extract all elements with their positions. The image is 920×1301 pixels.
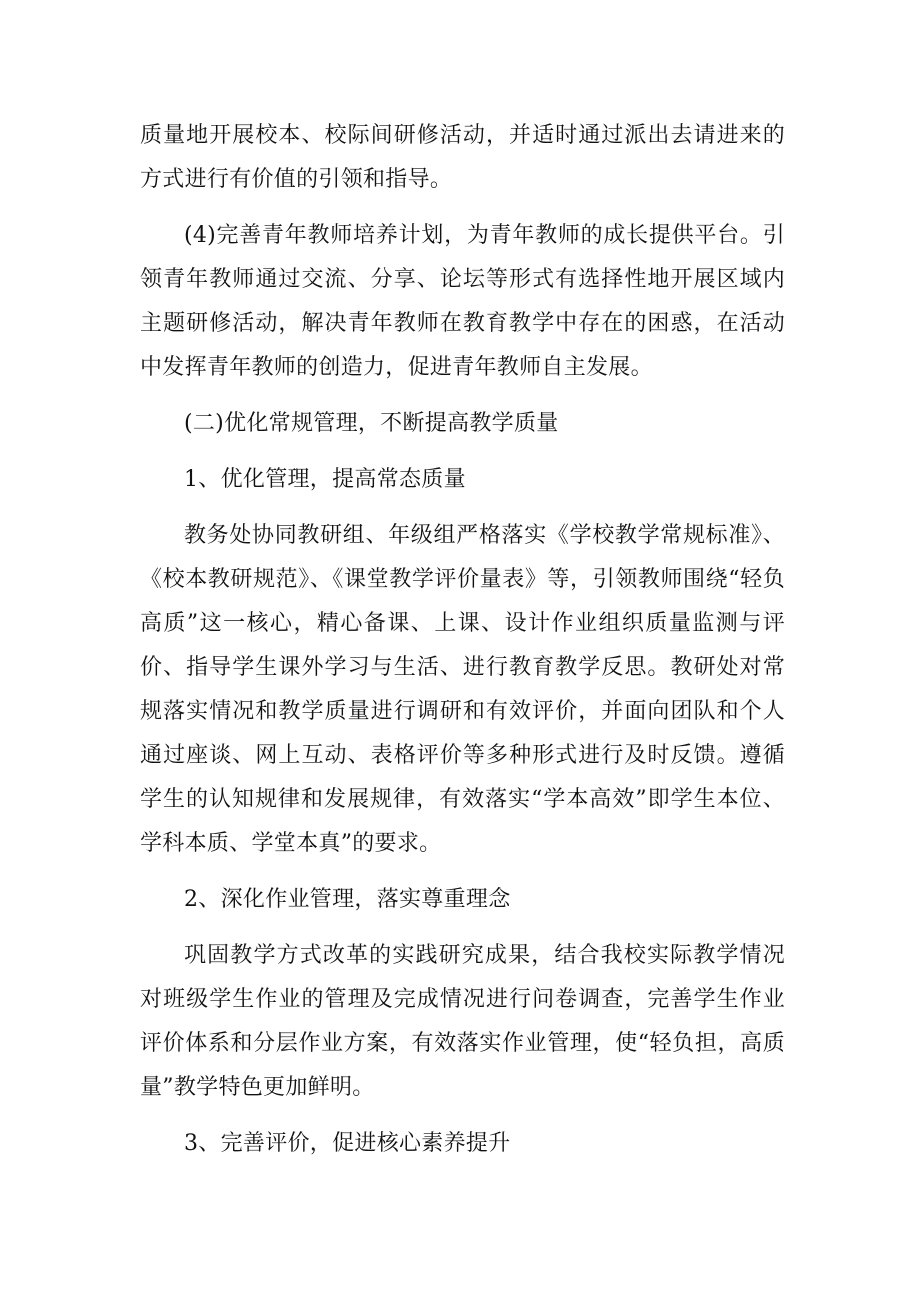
document-body (140, 114, 785, 1178)
subheading-homework-management: 2、深化作业管理，落实尊重理念 (184, 887, 511, 912)
subheading-optimize-management: 1、优化管理，提高常态质量 (184, 467, 466, 492)
paragraph-continuation: 质量地开展校本、校际间研修活动，并适时通过派出去请进来的方式进行有价值的引领和指导。 (140, 123, 785, 192)
paragraph-young-teachers: (4)完善青年教师培养计划，为青年教师的成长提供平台。引领青年教师通过交流、分享、论坛等形式有选择性地开展区域内主题研修活动，解决青年教师在教育教学中存在的困惑，在活动中发挥青年教师的创造力，促进青年教师自主发展。 (140, 223, 785, 380)
subheading-evaluation: 3、完善评价，促进核心素养提升 (184, 1131, 511, 1156)
paragraph-homework-reform: 巩固教学方式改革的实践研究成果，结合我校实际教学情况对班级学生作业的管理及完成情况进行问卷调查，完善学生作业评价体系和分层作业方案，有效落实作业管理，使“轻负担，高质量”教学特色更加鲜明。 (140, 943, 785, 1100)
section-heading-routine-management: (二)优化常规管理，不断提高教学质量 (184, 411, 559, 436)
paragraph-academic-affairs: 教务处协同教研组、年级组严格落实《学校教学常规标准》、《校本教研规范》、《课堂教学评价量表》等，引领教师围绕“轻负高质”这一核心，精心备课、上课、设计作业组织质量监测与评价、指导学生课外学习与生活、进行教育教学反思。教研处对常规落实情况和教学质量进行调研和有效评价，并面向团队和个人通过座谈、网上互动、表格评价等多种形式进行及时反馈。遵循学生的认知规律和发展规律，有效落实“学本高效”即学生本位、学科本质、学堂本真”的要求。 (140, 523, 785, 856)
